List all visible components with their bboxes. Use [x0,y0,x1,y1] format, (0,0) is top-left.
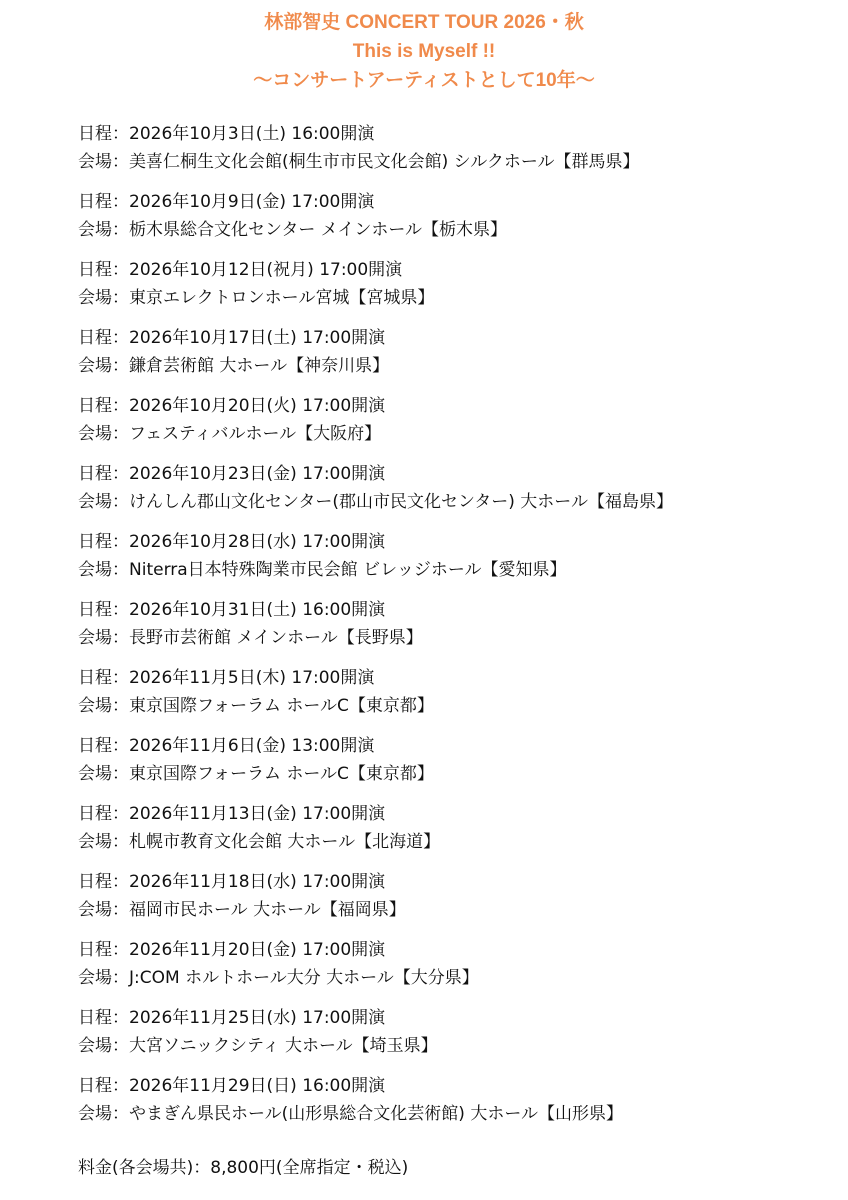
venue-line: 会場：東京エレクトロンホール宮城【宮城県】 [78,288,435,308]
schedule-list [78,120,838,1140]
date-line: 日程：2026年10月3日(土) 16:00開演 [78,124,375,144]
schedule-entry [78,868,838,936]
schedule-entry [78,120,838,188]
date-line: 日程：2026年10月17日(土) 17:00開演 [78,328,386,348]
schedule-entry [78,528,838,596]
schedule-entry [78,460,838,528]
date-line: 日程：2026年11月25日(水) 17:00開演 [78,1008,386,1028]
date-line: 日程：2026年11月18日(水) 17:00開演 [78,872,386,892]
tour-subtitle: This is Myself !! [352,41,496,62]
schedule-entry [78,936,838,1004]
schedule-entry [78,800,838,868]
schedule-entry [78,1004,838,1072]
venue-line: 会場：やまぎん県民ホール(山形県総合文化芸術館) 大ホール【山形県】 [78,1104,623,1124]
venue-line: 会場：J:COM ホルトホール大分 大ホール【大分県】 [78,968,479,988]
schedule-entry [78,256,838,324]
venue-line: 会場：美喜仁桐生文化会館(桐生市市民文化会館) シルクホール【群馬県】 [78,152,640,172]
tour-tagline: 〜コンサートアーティストとして10年〜 [253,70,595,91]
date-line: 日程：2026年11月13日(金) 17:00開演 [78,804,386,824]
venue-line: 会場：東京国際フォーラム ホールC【東京都】 [78,696,434,716]
date-line: 日程：2026年11月6日(金) 13:00開演 [78,736,375,756]
schedule-entry [78,596,838,664]
venue-line: 会場：栃木県総合文化センター メインホール【栃木県】 [78,220,508,240]
venue-line: 会場：東京国際フォーラム ホールC【東京都】 [78,764,434,784]
date-line: 日程：2026年11月5日(木) 17:00開演 [78,668,375,688]
date-line: 日程：2026年11月20日(金) 17:00開演 [78,940,386,960]
date-line: 日程：2026年10月23日(金) 17:00開演 [78,464,386,484]
venue-line: 会場：Niterra日本特殊陶業市民会館 ビレッジホール【愛知県】 [78,560,567,580]
schedule-entry [78,392,838,460]
venue-line: 会場：長野市芸術館 メインホール【長野県】 [78,628,423,648]
tour-header [0,8,848,95]
venue-line: 会場：大宮ソニックシティ 大ホール【埼玉県】 [78,1036,438,1056]
date-line: 日程：2026年10月12日(祝月) 17:00開演 [78,260,403,280]
date-line: 日程：2026年10月9日(金) 17:00開演 [78,192,375,212]
schedule-entry [78,1072,838,1140]
tour-title: 林部智史 CONCERT TOUR 2026・秋 [264,12,584,33]
schedule-entry [78,188,838,256]
date-line: 日程：2026年10月31日(土) 16:00開演 [78,600,386,620]
date-line: 日程：2026年10月28日(水) 17:00開演 [78,532,386,552]
date-line: 日程：2026年11月29日(日) 16:00開演 [78,1076,386,1096]
venue-line: 会場：札幌市教育文化会館 大ホール【北海道】 [78,832,441,852]
venue-line: 会場：鎌倉芸術館 大ホール【神奈川県】 [78,356,390,376]
date-line: 日程：2026年10月20日(火) 17:00開演 [78,396,386,416]
venue-line: 会場：フェスティバルホール【大阪府】 [78,424,382,444]
schedule-entry [78,732,838,800]
venue-line: 会場：けんしん郡山文化センター(郡山市民文化センター) 大ホール【福島県】 [78,492,673,512]
price-info: 料金(各会場共)：8,800円(全席指定・税込) [78,1158,409,1178]
venue-line: 会場：福岡市民ホール 大ホール【福岡県】 [78,900,406,920]
schedule-entry [78,324,838,392]
schedule-entry [78,664,838,732]
